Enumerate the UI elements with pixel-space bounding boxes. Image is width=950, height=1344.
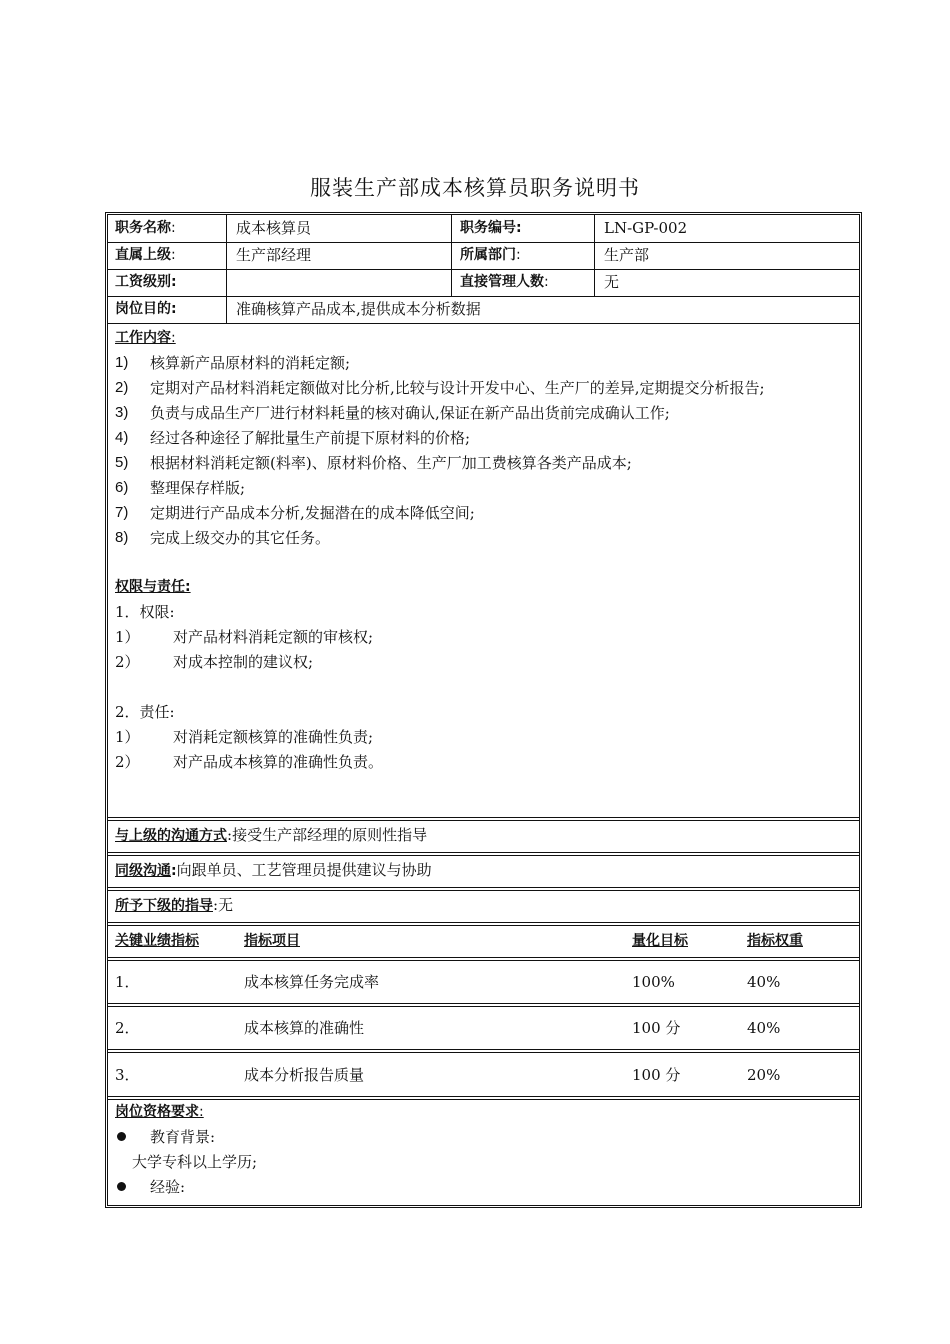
kpi-row-number: 2． <box>115 1019 140 1037</box>
job-name-value: 成本核算员 <box>236 219 312 237</box>
work-item-number: 4) <box>115 429 129 446</box>
dept-value: 生产部 <box>604 246 650 264</box>
work-item-number: 5) <box>115 454 129 471</box>
kpi-row-number: 3． <box>115 1066 140 1084</box>
lower-guidance: 所予下级的指导:无 <box>115 896 234 914</box>
kpi-header-target: 量化目标 <box>632 933 688 949</box>
row-divider <box>107 269 860 270</box>
kpi-header-item: 指标项目 <box>244 933 300 949</box>
rights-item: 对成本控制的建议权; <box>173 653 314 671</box>
work-item: 根据材料消耗定额(料率)、原材料价格、生产厂加工费核算各类产品成本; <box>150 454 632 472</box>
document-title: 服装生产部成本核算员职务说明书 <box>310 176 640 200</box>
kpi-row-weight: 40% <box>747 1019 781 1037</box>
column-divider <box>594 215 595 296</box>
education-label: 教育背景: <box>150 1128 216 1146</box>
managed-count-value: 无 <box>604 273 620 291</box>
row-divider <box>107 296 860 297</box>
bullet-icon <box>117 1182 126 1191</box>
kpi-row-number: 1． <box>115 973 140 991</box>
work-item-number: 6) <box>115 479 129 496</box>
education-value: 大学专科以上学历; <box>132 1153 258 1171</box>
qualification-heading: 岗位资格要求: <box>115 1104 204 1120</box>
table-row-divider <box>107 957 860 961</box>
salary-label: 工资级别: <box>115 274 177 290</box>
managed-count-label: 直接管理人数: <box>460 274 549 290</box>
duties-title: 2．责任: <box>115 703 175 721</box>
work-item-number: 8) <box>115 529 129 546</box>
section-divider <box>107 852 860 856</box>
work-item: 整理保存样版; <box>150 479 246 497</box>
rights-title: 1．权限: <box>115 603 175 621</box>
work-item-number: 3) <box>115 404 129 421</box>
table-row-divider <box>107 1003 860 1007</box>
work-item: 核算新产品原材料的消耗定额; <box>150 354 351 372</box>
peer-communication: 同级沟通:向跟单员、工艺管理员提供建议与协助 <box>115 861 432 879</box>
work-item: 负责与成品生产厂进行材料耗量的核对确认,保证在新产品出货前完成确认工作; <box>150 404 670 422</box>
work-item: 完成上级交办的其它任务。 <box>150 529 331 547</box>
kpi-row-target: 100 分 <box>632 1019 681 1037</box>
rights-item: 对产品材料消耗定额的审核权; <box>173 628 374 646</box>
kpi-row-item: 成本核算任务完成率 <box>244 973 380 991</box>
kpi-header-weight: 指标权重 <box>747 933 803 949</box>
work-item-number: 7) <box>115 504 129 521</box>
kpi-row-item: 成本核算的准确性 <box>244 1019 365 1037</box>
kpi-row-target: 100 分 <box>632 1066 681 1084</box>
kpi-row-item: 成本分析报告质量 <box>244 1066 365 1084</box>
rights-item-number: 1） <box>115 628 140 646</box>
duties-item-number: 1） <box>115 728 140 746</box>
purpose-value: 准确核算产品成本,提供成本分析数据 <box>236 300 481 318</box>
job-name-label: 职务名称: <box>115 220 176 236</box>
authority-heading: 权限与责任: <box>115 579 191 595</box>
work-item-number: 1) <box>115 354 129 371</box>
section-divider <box>107 922 860 926</box>
work-item: 定期进行产品成本分析,发掘潜在的成本降低空间; <box>150 504 475 522</box>
table-row-divider <box>107 1049 860 1053</box>
row-divider <box>107 242 860 243</box>
column-divider <box>451 215 452 296</box>
kpi-row-weight: 40% <box>747 973 781 991</box>
work-heading: 工作内容: <box>115 330 176 346</box>
kpi-row-target: 100% <box>632 973 675 991</box>
rights-item-number: 2） <box>115 653 140 671</box>
duties-item: 对产品成本核算的准确性负责。 <box>173 753 384 771</box>
superior-label: 直属上级: <box>115 247 176 263</box>
upper-communication: 与上级的沟通方式:接受生产部经理的原则性指导 <box>115 826 428 844</box>
kpi-row-weight: 20% <box>747 1066 781 1084</box>
duties-item-number: 2） <box>115 753 140 771</box>
job-code-label: 职务编号: <box>460 220 522 236</box>
experience-label: 经验: <box>150 1178 186 1196</box>
superior-value: 生产部经理 <box>236 246 312 264</box>
column-divider <box>226 215 227 323</box>
bullet-icon <box>117 1132 126 1141</box>
section-divider <box>107 887 860 891</box>
dept-label: 所属部门: <box>460 247 521 263</box>
work-item: 经过各种途径了解批量生产前提下原材料的价格; <box>150 429 471 447</box>
work-item: 定期对产品材料消耗定额做对比分析,比较与设计开发中心、生产厂的差异,定期提交分析报告; <box>150 379 765 397</box>
job-code-value: LN-GP-002 <box>604 219 688 237</box>
row-divider <box>107 323 860 324</box>
purpose-label: 岗位目的: <box>115 301 177 317</box>
section-divider <box>107 1096 860 1100</box>
section-divider <box>107 817 860 821</box>
work-item-number: 2) <box>115 379 129 396</box>
kpi-header-indicator: 关键业绩指标 <box>115 933 199 949</box>
duties-item: 对消耗定额核算的准确性负责; <box>173 728 374 746</box>
